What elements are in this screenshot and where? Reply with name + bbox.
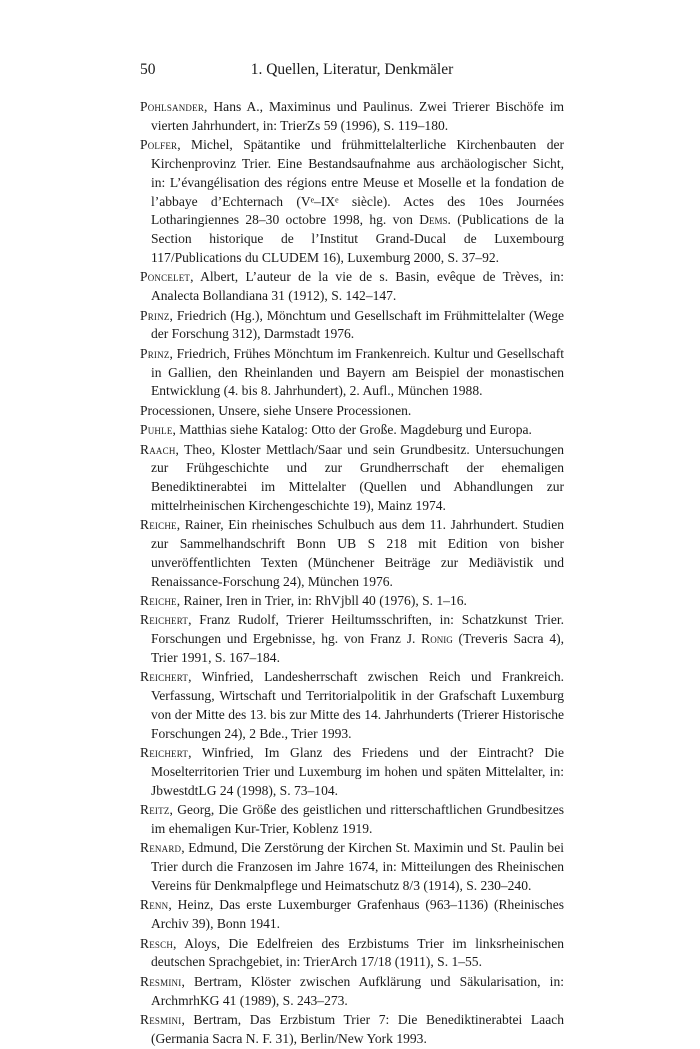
entry-author: Resmini	[140, 1011, 182, 1027]
bibliography-entry	[140, 307, 564, 345]
bibliography-entry	[140, 441, 564, 516]
entry-author: Polfer	[140, 137, 178, 153]
entry-editor-ref: Dems	[419, 212, 448, 228]
bibliography-entry	[140, 592, 564, 611]
bibliography-entry	[140, 611, 564, 667]
entry-text: , Georg, Die Größe des geistlichen und ritterschaftlichen Grundbesitzes im ehemaligen Kur-Trier, Koblenz 1919.	[151, 802, 564, 836]
bibliography-entry	[140, 402, 564, 421]
entry-author: Reiche	[140, 593, 177, 609]
entry-text: , Michel, Spätantike und frühmittelalterliche Kirchenbauten der Kirchenprovinz Trier. Eine Bestandsaufnahme aus archäologischer Sicht, in: L’évangélisation des régions entre Meuse et Moselle et la fondation de l’abbaye d’Echternach (Vᵉ–IXᵉ siècle). Actes des 10es Journées Lotharingiennes 28–30 octobre 1998, hg. von	[151, 137, 564, 228]
page-number: 50	[140, 61, 156, 78]
entry-author: Reiche	[140, 517, 177, 533]
entry-text: , Rainer, Iren in Trier, in: RhVjbll 40 (1976), S. 1–16.	[176, 593, 467, 609]
entry-text-after: . (Publications de la Section historique de l’Institut Grand-Ducal de Luxembourg 117/Publications du CLUDEM 16), Luxemburg 2000, S. 37–92.	[151, 212, 564, 265]
entry-text: , Winfried, Landesherrschaft zwischen Reich und Frankreich. Verfassung, Wirtschaft und Territorialpolitik in der Grafschaft Luxemburg von der Mitte des 13. bis zur Mitte des 14. Jahrhunderts (Trierer Historische Forschungen 24), 2 Bde., Trier 1993.	[151, 669, 564, 741]
bibliography-entry	[140, 1011, 564, 1049]
bibliography-entry	[140, 973, 564, 1011]
page-header	[140, 60, 564, 80]
entry-author: Renard	[140, 840, 182, 856]
running-head: 1. Quellen, Literatur, Denkmäler	[250, 61, 454, 78]
entry-text: , Friedrich, Frühes Mönchtum im Frankenreich. Kultur und Gesellschaft in Gallien, den Rheinlanden und Bayern am Beispiel der monastischen Entwicklung (4. bis 8. Jahrhundert), 2. Aufl., München 1988.	[151, 345, 564, 399]
entry-text: Processionen, Unsere, siehe Unsere Processionen.	[140, 402, 412, 418]
entry-text-after: (Treveris Sacra 4), Trier 1991, S. 167–184.	[151, 631, 564, 666]
bibliography-entry	[140, 98, 564, 136]
entry-text: , Aloys, Die Edelfreien des Erzbistums Trier im linksrheinischen deutschen Sprachgebiet, in: TrierArch 17/18 (1911), S. 1–55.	[151, 935, 564, 970]
entry-author: Puhle	[140, 422, 173, 438]
bibliography-entry	[140, 516, 564, 591]
entry-author: Renn	[140, 897, 169, 913]
entry-text: , Winfried, Im Glanz des Friedens und der Eintracht? Die Moselterritorien Trier und Luxemburg im hohen und späten Mittelalter, in: JbwestdtLG 24 (1998), S. 73–104.	[151, 745, 564, 798]
bibliography-list	[140, 98, 564, 1049]
bibliography-entry	[140, 268, 564, 306]
bibliography-entry	[140, 421, 564, 440]
entry-text: , Bertram, Klöster zwischen Aufklärung und Säkularisation, in: ArchmrhKG 41 (1989), S. 243–273.	[151, 973, 564, 1008]
entry-text: , Edmund, Die Zerstörung der Kirchen St. Maximin und St. Paulin bei Trier durch die Franzosen im Jahre 1674, in: Mitteilungen des Rheinischen Vereins für Denkmalpflege und Heimatschutz 8/3 (1914), S. 230–240.	[151, 840, 564, 893]
entry-author: Reichert	[140, 745, 189, 761]
entry-text: , Franz Rudolf, Trierer Heiltumsschriften, in: Schatzkunst Trier. Forschungen und Ergebnisse, hg. von Franz J.	[151, 612, 564, 647]
bibliography-entry	[140, 744, 564, 800]
entry-text: , Rainer, Ein rheinisches Schulbuch aus dem 11. Jahrhundert. Studien zur Sammelhandschrift Bonn UB S 218 mit Edition von bisher unveröffentlichten Texten (Münchener Beiträge zur Mediävistik und Renaissance-Forschung 24), München 1976.	[151, 517, 564, 589]
entry-author: Reitz	[140, 802, 170, 818]
entry-author: Reichert	[140, 612, 189, 628]
bibliography-entry	[140, 935, 564, 973]
entry-text: , Matthias siehe Katalog: Otto der Große. Magdeburg und Europa.	[172, 422, 532, 438]
entry-text: , Friedrich (Hg.), Mönchtum und Gesellschaft im Frühmittelalter (Wege der Forschung 312), Darmstadt 1976.	[151, 307, 564, 342]
entry-author: Prinz	[140, 345, 170, 361]
entry-text: , Albert, L’auteur de la vie de s. Basin, evêque de Trèves, in: Analecta Bollandiana 31 (1912), S. 142–147.	[151, 269, 564, 304]
entry-author: Poncelet	[140, 269, 191, 285]
entry-editor-ref: Ronig	[421, 631, 453, 647]
entry-author: Prinz	[140, 307, 170, 323]
entry-author: Resch	[140, 935, 174, 951]
bibliography-entry	[140, 668, 564, 743]
bibliography-entry	[140, 896, 564, 934]
entry-author: Reichert	[140, 669, 189, 685]
bibliography-entry	[140, 136, 564, 268]
bibliography-entry	[140, 801, 564, 839]
bibliography-entry	[140, 345, 564, 401]
bibliography-entry	[140, 839, 564, 895]
entry-author: Raach	[140, 441, 176, 457]
entry-text: , Theo, Kloster Mettlach/Saar und sein Grundbesitz. Untersuchungen zur Frühgeschichte und zur Grundherrschaft der ehemaligen Benediktinerabtei im Mittelalter (Quellen und Abhandlungen zur mittelrheinischen Kirchengeschichte 19), Mainz 1974.	[151, 441, 564, 513]
entry-text: , Hans A., Maximinus und Paulinus. Zwei Trierer Bischöfe im vierten Jahrhundert, in: TrierZs 59 (1996), S. 119–180.	[151, 99, 564, 133]
entry-text: , Heinz, Das erste Luxemburger Grafenhaus (963–1136) (Rheinisches Archiv 39), Bonn 1941.	[151, 897, 564, 932]
entry-author: Pohlsander	[140, 99, 205, 114]
entry-author: Resmini	[140, 973, 182, 989]
entry-text: , Bertram, Das Erzbistum Trier 7: Die Benediktinerabtei Laach (Germania Sacra N. F. 31), Berlin/New York 1993.	[151, 1011, 564, 1046]
